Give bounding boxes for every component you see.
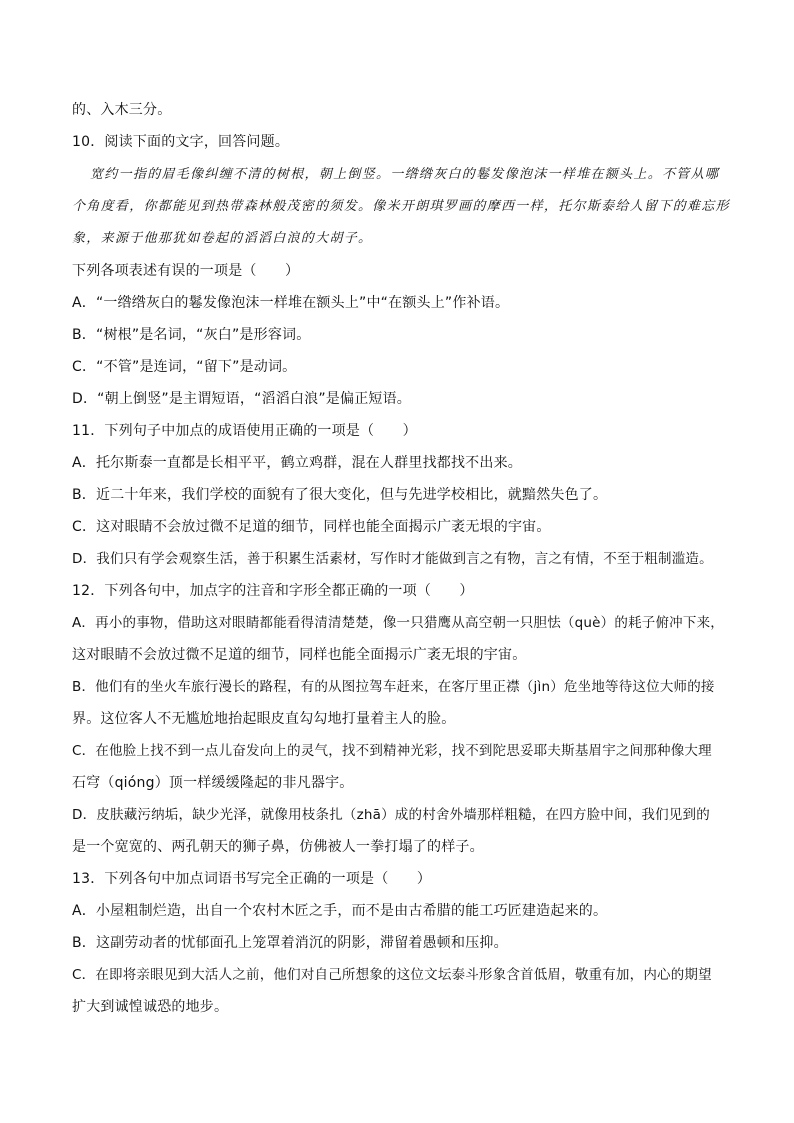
- question-10-heading: 10．阅读下面的文字，回答问题。: [72, 134, 290, 150]
- option-b: B．他们有的坐火车旅行漫长的路程，有的从图拉驾车赶来，在客厅里正襟（jìn）危坐地等待这位大师的接: [72, 679, 715, 695]
- option-c: C．这对眼睛不会放过微不足道的细节，同样也能全面揭示广袤无垠的宇宙。: [72, 519, 551, 535]
- option-c: C．“不管”是连词，“留下”是动词。: [72, 359, 297, 375]
- option-c-continued: 石穹（qióng）顶一样缓缓隆起的非凡器宇。: [72, 775, 354, 791]
- option-d: D．皮肤藏污纳垢，缺少光泽，就像用枝条扎（zhā）成的村舍外墙那样粗糙，在四方脸中间，我们见到的: [72, 807, 710, 823]
- option-b: B．“树根”是名词，“灰白”是形容词。: [72, 327, 311, 343]
- passage-line: 宽约一指的眉毛像纠缠不清的树根，朝上倒竖。一绺绺灰白的鬈发像泡沫一样堆在额头上。不管从哪: [90, 167, 720, 182]
- question-12-heading: 12．下列各句中，加点字的注音和字形全都正确的一项（ ）: [72, 583, 474, 599]
- option-a: A．托尔斯泰一直都是长相平平，鹤立鸡群，混在人群里找都找不出来。: [72, 455, 522, 471]
- option-a: A．“一绺绺灰白的鬈发像泡沫一样堆在额头上”中“在额头上”作补语。: [72, 295, 510, 311]
- option-a: A．再小的事物，借助这对眼睛都能看得清清楚楚，像一只猎鹰从高空朝一只胆怯（què）的耗子俯冲下来，: [72, 615, 724, 631]
- passage-line: 个角度看，你都能见到热带森林般茂密的须发。像米开朗琪罗画的摩西一样，托尔斯泰给人留下的难忘形: [72, 199, 730, 214]
- option-b-continued: 界。这位客人不无尴尬地抬起眼皮直勾勾地打量着主人的脸。: [72, 711, 456, 727]
- option-c-continued: 扩大到诚惶诚恐的地步。: [72, 999, 229, 1015]
- option-d: D．“朝上倒竖”是主谓短语，“滔滔白浪”是偏正短语。: [72, 391, 411, 407]
- option-d-continued: 是一个宽宽的、两孔朝天的狮子鼻，仿佛被人一拳打塌了的样子。: [72, 839, 484, 855]
- text-line: 的、入木三分。: [72, 102, 172, 118]
- option-c: C．在他脸上找不到一点儿奋发向上的灵气，找不到精神光彩，找不到陀思妥耶夫斯基眉宇之间那种像大理: [72, 743, 712, 759]
- option-b: B．近二十年来，我们学校的面貌有了很大变化，但与先进学校相比，就黯然失色了。: [72, 487, 608, 503]
- option-b: B．这副劳动者的忧郁面孔上笼罩着消沉的阴影，滞留着愚顿和压抑。: [72, 935, 508, 951]
- option-a: A．小屋粗制烂造，出自一个农村木匠之手，而不是由古希腊的能工巧匠建造起来的。: [72, 903, 608, 919]
- option-d: D．我们只有学会观察生活，善于积累生活素材，写作时才能做到言之有物，言之有情，不至于粗制滥造。: [72, 551, 713, 567]
- option-c: C．在即将亲眼见到大活人之前，他们对自己所想象的这位文坛泰斗形象含首低眉，敬重有加，内心的期望: [72, 967, 712, 983]
- question-prompt: 下列各项表述有误的一项是（ ）: [72, 263, 300, 279]
- option-a-continued: 这对眼睛不会放过微不足道的细节，同样也能全面揭示广袤无垠的宇宙。: [72, 647, 527, 663]
- question-11-heading: 11．下列句子中加点的成语使用正确的一项是（ ）: [72, 423, 417, 439]
- passage-line: 象，来源于他那犹如卷起的滔滔白浪的大胡子。: [72, 231, 373, 246]
- question-13-heading: 13．下列各句中加点词语书写完全正确的一项是（ ）: [72, 871, 432, 887]
